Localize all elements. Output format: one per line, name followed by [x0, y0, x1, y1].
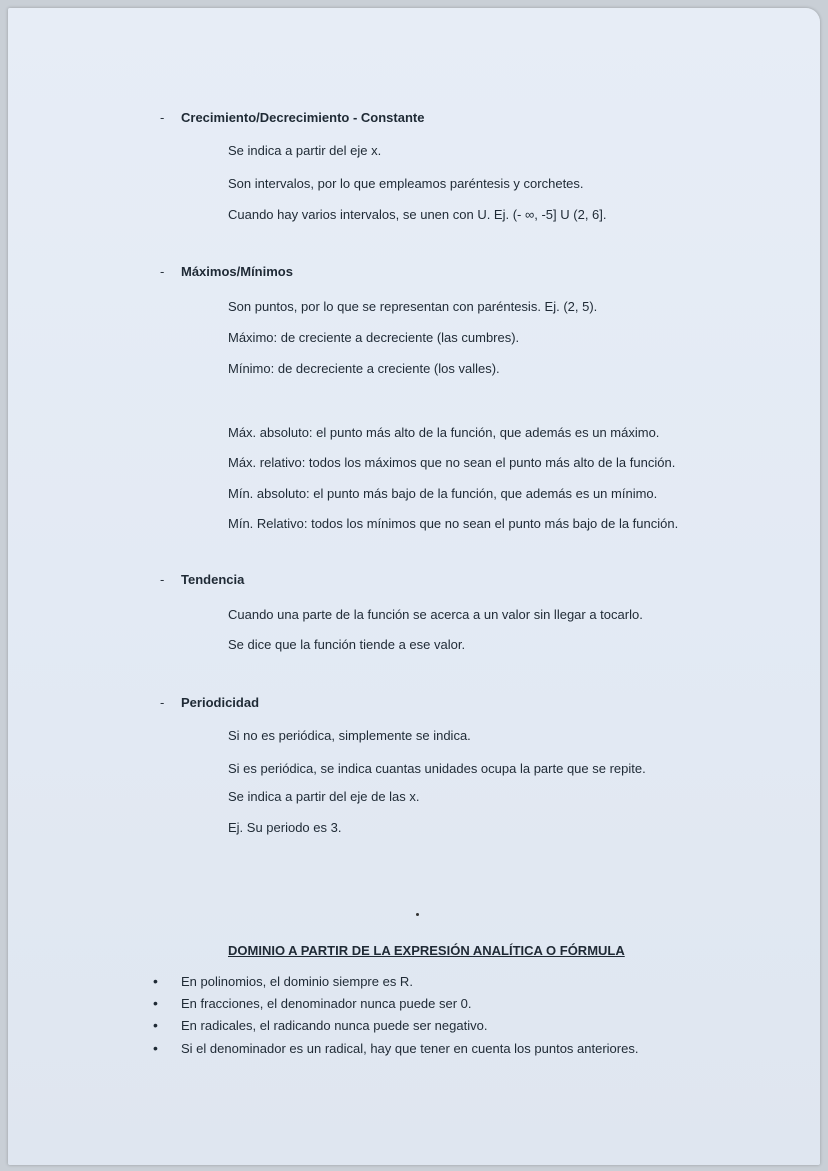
dash-marker: -: [160, 695, 165, 710]
bullet-marker: •: [153, 1017, 158, 1033]
text-line: Máx. absoluto: el punto más alto de la función, que además es un máximo.: [228, 425, 660, 440]
text-line: Ej. Su periodo es 3.: [228, 820, 342, 835]
text-line: Máx. relativo: todos los máximos que no sean el punto más alto de la función.: [228, 455, 676, 470]
bullet-marker: •: [153, 1040, 158, 1056]
bullet-marker: •: [153, 995, 158, 1011]
text-line: Se indica a partir del eje x.: [228, 143, 382, 158]
text-line: Son intervalos, por lo que empleamos paréntesis y corchetes.: [228, 176, 584, 191]
document-page: [8, 8, 820, 1165]
dash-marker: -: [160, 264, 165, 279]
text-line: Se indica a partir del eje de las x.: [228, 789, 420, 804]
text-line: Mín. Relativo: todos los mínimos que no sean el punto más bajo de la función.: [228, 516, 679, 531]
text-line: Cuando hay varios intervalos, se unen con U. Ej. (- ∞, -5] U (2, 6].: [228, 207, 607, 222]
text-line: Cuando una parte de la función se acerca a un valor sin llegar a tocarlo.: [228, 607, 643, 622]
section-heading-periodicidad: Periodicidad: [181, 695, 260, 710]
dominio-item: En fracciones, el denominador nunca puede ser 0.: [181, 996, 472, 1011]
section-heading-maximos: Máximos/Mínimos: [181, 264, 293, 279]
section-heading-crecimiento: Crecimiento/Decrecimiento - Constante: [181, 110, 425, 125]
dash-marker: -: [160, 110, 165, 125]
text-line: Si es periódica, se indica cuantas unidades ocupa la parte que se repite.: [228, 761, 646, 776]
text-line: Se dice que la función tiende a ese valor.: [228, 637, 466, 652]
text-line: Máximo: de creciente a decreciente (las cumbres).: [228, 330, 520, 345]
dominio-item: En polinomios, el dominio siempre es R.: [181, 974, 413, 989]
bullet-marker: •: [153, 973, 158, 989]
dash-marker: -: [160, 572, 165, 587]
text-line: Son puntos, por lo que se representan con paréntesis. Ej. (2, 5).: [228, 299, 598, 314]
section-heading-tendencia: Tendencia: [181, 572, 245, 587]
dominio-item: En radicales, el radicando nunca puede ser negativo.: [181, 1018, 488, 1033]
dominio-title: DOMINIO A PARTIR DE LA EXPRESIÓN ANALÍTICA O FÓRMULA: [228, 943, 625, 958]
text-line: Mín. absoluto: el punto más bajo de la función, que además es un mínimo.: [228, 486, 658, 501]
text-line: Si no es periódica, simplemente se indica.: [228, 728, 471, 743]
paper-speck: [416, 913, 419, 916]
dominio-item: Si el denominador es un radical, hay que tener en cuenta los puntos anteriores.: [181, 1041, 639, 1056]
text-line: Mínimo: de decreciente a creciente (los valles).: [228, 361, 500, 376]
